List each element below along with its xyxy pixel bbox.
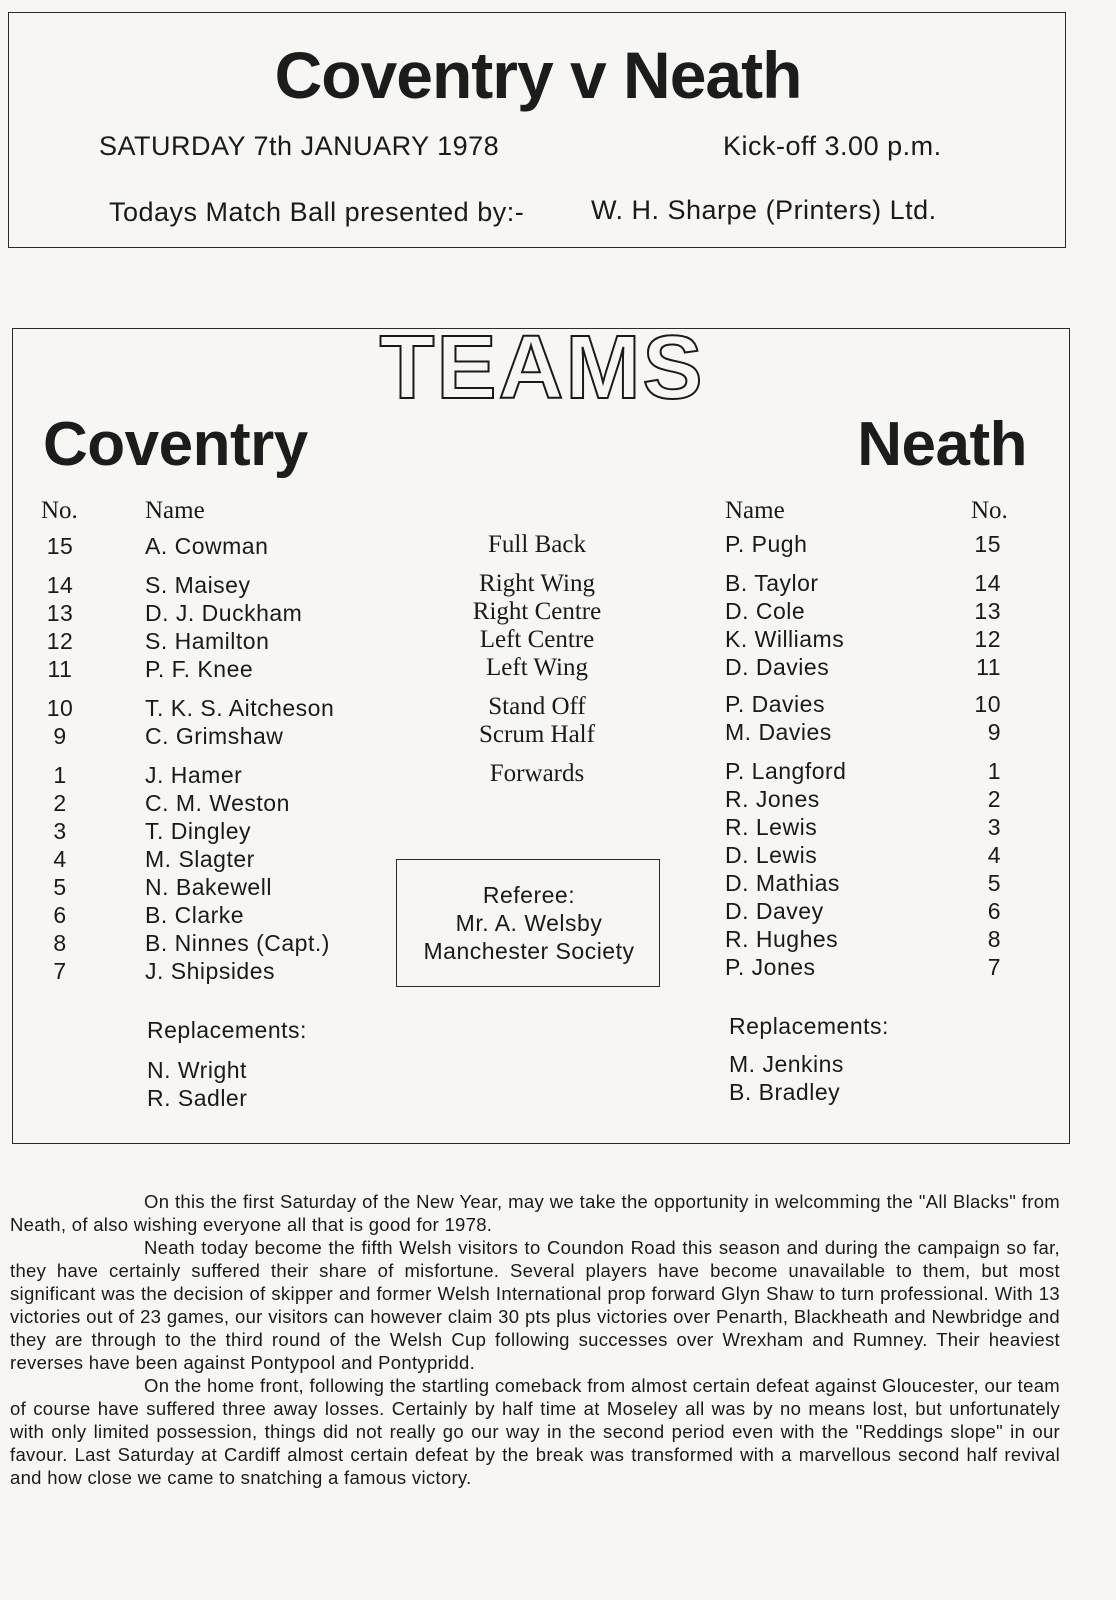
home-player-number: 6 bbox=[53, 902, 67, 928]
away-player-number: 2 bbox=[987, 786, 1001, 812]
home-player-number: 9 bbox=[53, 723, 67, 749]
away-player-name: P. Pugh bbox=[725, 531, 808, 557]
away-player-name: P. Davies bbox=[725, 691, 825, 717]
match-header-box bbox=[8, 12, 1066, 248]
home-player-name: C. M. Weston bbox=[145, 790, 290, 816]
home-player-name: A. Cowman bbox=[145, 533, 269, 559]
away-player-name: P. Jones bbox=[725, 954, 816, 980]
home-replacement-1: N. Wright bbox=[147, 1057, 247, 1083]
referee-name: Mr. A. Welsby bbox=[455, 910, 603, 936]
away-player-name: D. Cole bbox=[725, 598, 806, 624]
home-player-number: 3 bbox=[53, 818, 67, 844]
home-player-name: M. Slagter bbox=[145, 846, 255, 872]
home-player-number: 4 bbox=[53, 846, 67, 872]
away-player-number: 10 bbox=[974, 691, 1001, 717]
away-replacement-1: M. Jenkins bbox=[729, 1051, 844, 1077]
article-paragraph: Neath today become the fifth Welsh visitors to Coundon Road this season and during the campaign so far, they have certainly suffered their share of misfortune. Several players have become unavailable to them, but most significant was the decision of skipper and former Welsh International prop forward Glyn Shaw to turn professional. With 13 victories out of 23 games, our visitors can however claim 30 pts plus victories over Penarth, Blackheath and Newbridge and they are through to the third round of the Welsh Cup following successes over Wrexham and Rumney. Their heaviest reverses have been against Pontypool and Pontypridd. bbox=[10, 1237, 1060, 1373]
match-notes-article bbox=[10, 1190, 1060, 1489]
away-player-name: R. Jones bbox=[725, 786, 820, 812]
away-player-number: 7 bbox=[987, 954, 1001, 980]
home-player-number: 15 bbox=[46, 533, 74, 559]
home-name-header: Name bbox=[145, 497, 205, 524]
home-player-name: T. K. S. Aitcheson bbox=[145, 695, 335, 721]
home-player-number: 14 bbox=[46, 572, 74, 598]
home-replacements-label: Replacements: bbox=[147, 1017, 307, 1043]
home-player-name: S. Hamilton bbox=[145, 628, 270, 654]
home-no-header: No. bbox=[41, 497, 78, 524]
home-player-name: D. J. Duckham bbox=[145, 600, 303, 626]
position-label: Forwards bbox=[489, 760, 585, 787]
home-player-name: S. Maisey bbox=[145, 572, 251, 598]
article-paragraph: On the home front, following the startling comeback from almost certain defeat against Gloucester, our team of course have suffered three away losses. Certainly by half time at Moseley all was by no means lost, but unfortunately with only limited possession, things did not really go our way in the second period even with the "Reddings slope" in our favour. Last Saturday at Cardiff almost certain defeat by the break was transformed with a marvellous second half revival and how close we came to snatching a famous victory. bbox=[10, 1375, 1060, 1488]
away-player-number: 1 bbox=[987, 758, 1001, 784]
away-no-header: No. bbox=[971, 497, 1008, 524]
home-player-name: N. Bakewell bbox=[145, 874, 272, 900]
referee-label: Referee: bbox=[482, 882, 576, 908]
away-player-number: 9 bbox=[987, 719, 1001, 745]
home-player-number: 12 bbox=[46, 628, 74, 654]
away-player-number: 6 bbox=[987, 898, 1001, 924]
away-name-header: Name bbox=[725, 497, 785, 524]
away-player-name: D. Lewis bbox=[725, 842, 818, 868]
away-player-name: P. Langford bbox=[725, 758, 847, 784]
away-player-name: D. Davies bbox=[725, 654, 830, 680]
position-label: Left Wing bbox=[486, 654, 588, 681]
away-player-number: 5 bbox=[987, 870, 1001, 896]
position-label: Scrum Half bbox=[479, 721, 595, 748]
away-player-name: D. Davey bbox=[725, 898, 824, 924]
home-player-number: 11 bbox=[47, 656, 73, 682]
away-player-number: 13 bbox=[974, 598, 1001, 624]
match-date: SATURDAY 7th JANUARY 1978 bbox=[99, 131, 500, 161]
home-player-number: 13 bbox=[46, 600, 74, 626]
teams-box bbox=[12, 318, 1070, 1144]
away-player-number: 11 bbox=[976, 654, 1001, 680]
match-ball-label: Todays Match Ball presented by:- bbox=[109, 197, 525, 227]
home-player-name: B. Clarke bbox=[145, 902, 245, 928]
position-label: Full Back bbox=[488, 531, 586, 558]
away-player-name: R. Hughes bbox=[725, 926, 839, 952]
away-player-name: K. Williams bbox=[725, 626, 845, 652]
away-player-name: B. Taylor bbox=[725, 570, 819, 596]
home-player-number: 5 bbox=[53, 874, 67, 900]
home-player-number: 7 bbox=[53, 958, 67, 984]
home-player-number: 2 bbox=[53, 790, 67, 816]
home-player-name: J. Shipsides bbox=[145, 958, 276, 984]
home-player-name: P. F. Knee bbox=[145, 656, 254, 682]
home-player-name: J. Hamer bbox=[145, 762, 243, 788]
home-replacement-2: R. Sadler bbox=[147, 1085, 248, 1111]
away-team-name: Neath bbox=[857, 410, 1027, 479]
away-player-number: 15 bbox=[974, 531, 1001, 557]
home-player-name: C. Grimshaw bbox=[145, 723, 284, 749]
home-team-name: Coventry bbox=[43, 410, 308, 479]
away-player-number: 12 bbox=[974, 626, 1001, 652]
home-player-number: 1 bbox=[53, 762, 67, 788]
article-paragraph: On this the first Saturday of the New Year, may we take the opportunity in welcomming the "All Blacks" from Neath, of also wishing everyone all that is good for 1978. bbox=[10, 1191, 1060, 1235]
away-player-number: 4 bbox=[987, 842, 1001, 868]
kickoff-time: Kick-off 3.00 p.m. bbox=[723, 131, 942, 161]
position-label: Right Centre bbox=[472, 598, 602, 625]
home-player-name: T. Dingley bbox=[145, 818, 251, 844]
match-title: Coventry v Neath bbox=[274, 38, 802, 112]
away-player-number: 8 bbox=[987, 926, 1001, 952]
away-replacements-label: Replacements: bbox=[729, 1013, 889, 1039]
match-ball-sponsor: W. H. Sharpe (Printers) Ltd. bbox=[591, 195, 937, 225]
away-player-name: M. Davies bbox=[725, 719, 832, 745]
referee-box bbox=[396, 859, 660, 987]
teams-title: TEAMS bbox=[379, 318, 705, 418]
home-player-number: 10 bbox=[46, 695, 74, 721]
position-label: Right Wing bbox=[479, 570, 595, 597]
away-player-name: D. Mathias bbox=[725, 870, 840, 896]
away-player-name: R. Lewis bbox=[725, 814, 818, 840]
away-player-number: 3 bbox=[987, 814, 1001, 840]
away-replacement-2: B. Bradley bbox=[729, 1079, 841, 1105]
referee-society: Manchester Society bbox=[423, 938, 635, 964]
away-player-number: 14 bbox=[974, 570, 1001, 596]
home-player-name: B. Ninnes (Capt.) bbox=[145, 930, 330, 956]
position-label: Stand Off bbox=[488, 693, 586, 720]
position-label: Left Centre bbox=[479, 626, 595, 653]
home-player-number: 8 bbox=[53, 930, 67, 956]
